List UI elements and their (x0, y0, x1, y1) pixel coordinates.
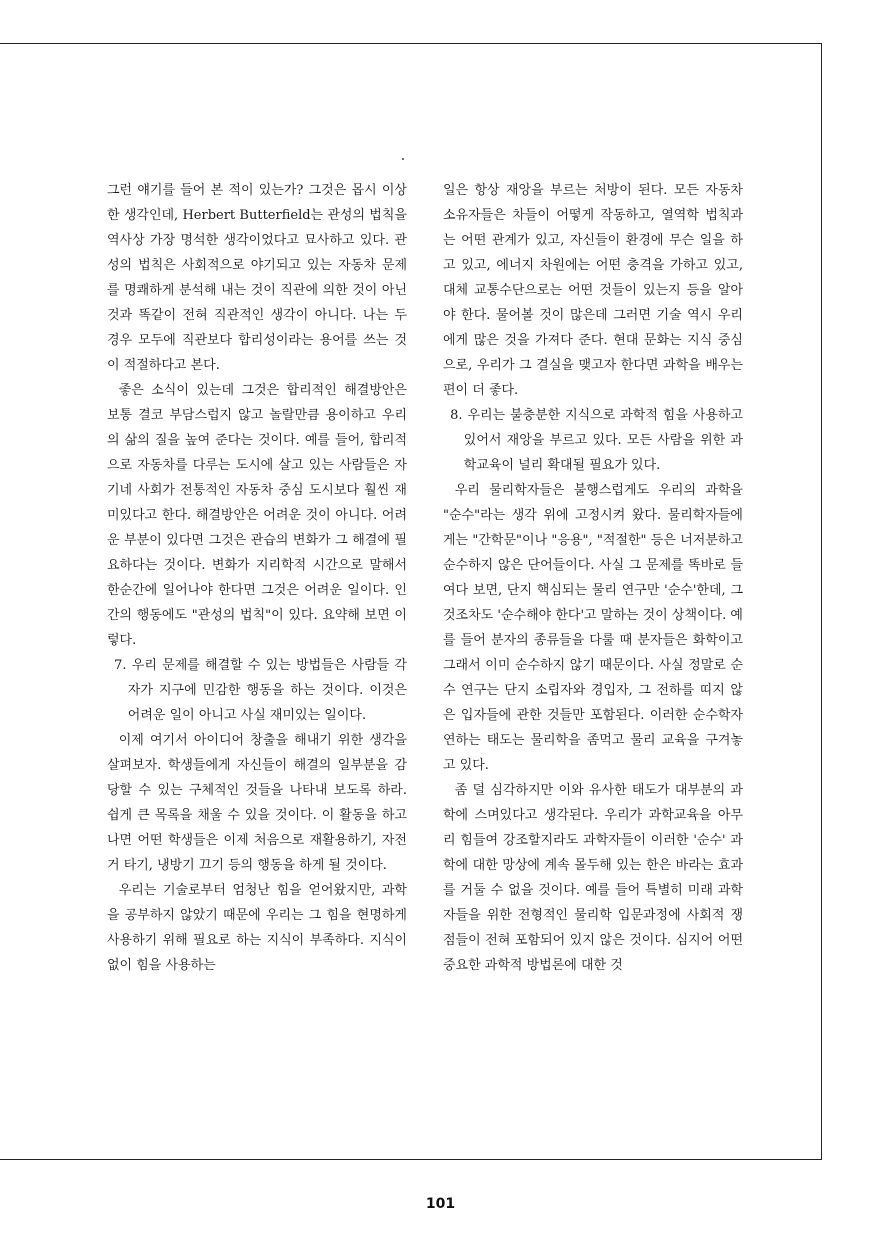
left-column (107, 178, 407, 978)
paragraph: 우리는 기술로부터 엄청난 힘을 얻어왔지만, 과학을 공부하지 않았기 때문에 우리는 그 힘을 현명하게 사용하기 위해 필요로 하는 지식이 부족하다. 지식이 없이 힘을 사용하는 (107, 883, 407, 973)
paragraph: 우리 물리학자들은 불행스럽게도 우리의 과학을 "순수"라는 생각 위에 고정시켜 왔다. 물리학자들에게는 "간학문"이나 "응용", "적절한" 등은 너저분하고 순수하지 않은 단어들이다. 사실 그 문제를 똑바로 들여다 보면, 단지 핵심되는 물리 연구만 '순수'한데, 그것조차도 '순수해야 한다'고 말하는 것이 상책이다. 예를 들어 분자의 종류들을 다룰 때 분자들은 화학이고 그래서 이미 순수하지 않기 때문이다. 사실 정말로 순수 연구는 단지 소립자와 경입자, 그 전하를 띠지 않은 입자들에 관한 것들만 포함된다. 이러한 순수학자연하는 태도는 물리학을 좀먹고 물리 교육을 구겨놓고 있다. (443, 483, 743, 773)
scan-dot (402, 158, 404, 160)
right-rule (821, 43, 822, 1160)
paragraph: 이제 여기서 아이디어 창출을 해내기 위한 생각을 살펴보자. 학생들에게 자신들이 해결의 일부분을 감당할 수 있는 구체적인 것들을 나타내 보도록 하라. 쉽게 큰 목록을 채울 수 있을 것이다. 이 활동을 하고 나면 어떤 학생들은 이제 처음으로 재활용하기, 자전거 타기, 냉방기 끄기 등의 행동을 하게 될 것이다. (107, 733, 407, 873)
paragraph: 일은 항상 재앙을 부르는 처방이 된다. 모든 자동차 소유자들은 차들이 어떻게 작동하고, 열역학 법칙과는 어떤 관계가 있고, 자신들이 환경에 무슨 일을 하고 있고, 에너지 차원에는 어떤 충격을 가하고 있고, 대체 교통수단으로는 어떤 것들이 있는지 등을 알아야 한다. 물어볼 것이 많은데 그러면 기술 역시 우리에게 많은 것을 가져다 준다. 현대 문화는 지식 중심으로, 우리가 그 결실을 맺고자 한다면 과학을 배우는 편이 더 좋다. (443, 183, 743, 398)
page-number: 101 (425, 1196, 456, 1212)
bottom-rule (0, 1159, 822, 1160)
paragraph: 좋은 소식이 있는데 그것은 합리적인 해결방안은 보통 결코 부담스럽지 않고 놀랄만큼 용이하고 우리의 삶의 질을 높여 준다는 것이다. 예를 들어, 합리적으로 자동차를 다루는 도시에 살고 있는 사람들은 자기네 사회가 전통적인 자동차 중심 도시보다 훨씬 재미있다고 한다. 해결방안은 어려운 것이 아니다. 어려운 부분이 있다면 그것은 관습의 변화가 그 해결에 필요하다는 것이다. 변화가 지리학적 시간으로 말해서 한순간에 일어나야 한다면 그것은 어려운 일이다. 인간의 행동에도 "관성의 법칙"이 있다. 요약해 보면 이렇다. (107, 383, 407, 648)
numbered-item: 7. 우리 문제를 해결할 수 있는 방법들은 사람들 각자가 지구에 민감한 행동을 하는 것이다. 이것은 어려운 일이 아니고 사실 재미있는 일이다. (114, 658, 407, 723)
top-rule (0, 43, 822, 44)
right-column (443, 178, 743, 978)
paragraph: 그런 얘기를 들어 본 적이 있는가? 그것은 몹시 이상한 생각인데, Herbert Butterfield는 관성의 법칙을 역사상 가장 명석한 생각이었다고 묘사하고 있다. 관성의 법칙은 사회적으로 야기되고 있는 자동차 문제를 명쾌하게 분석해 내는 것이 직관에 의한 것이 아닌 것과 똑같이 전혀 직관적인 생각이 아니다. 나는 두 경우 모두에 직관보다 합리성이라는 용어를 쓰는 것이 적절하다고 본다. (107, 183, 407, 373)
paragraph: 좀 덜 심각하지만 이와 유사한 태도가 대부분의 과학에 스며있다고 생각된다. 우리가 과학교육을 아무리 힘들여 강조할지라도 과학자들이 이러한 '순수' 과학에 대한 망상에 계속 몰두해 있는 한은 바라는 효과를 거둘 수 없을 것이다. 예를 들어 특별히 미래 과학자들을 위한 전형적인 물리학 입문과정에 사회적 쟁점들이 전혀 포함되어 있지 않은 것이다. 심지어 어떤 중요한 과학적 방법론에 대한 것 (443, 783, 743, 973)
numbered-item: 8. 우리는 불충분한 지식으로 과학적 힘을 사용하고 있어서 재앙을 부르고 있다. 모든 사람을 위한 과학교육이 널리 확대될 필요가 있다. (450, 408, 743, 473)
